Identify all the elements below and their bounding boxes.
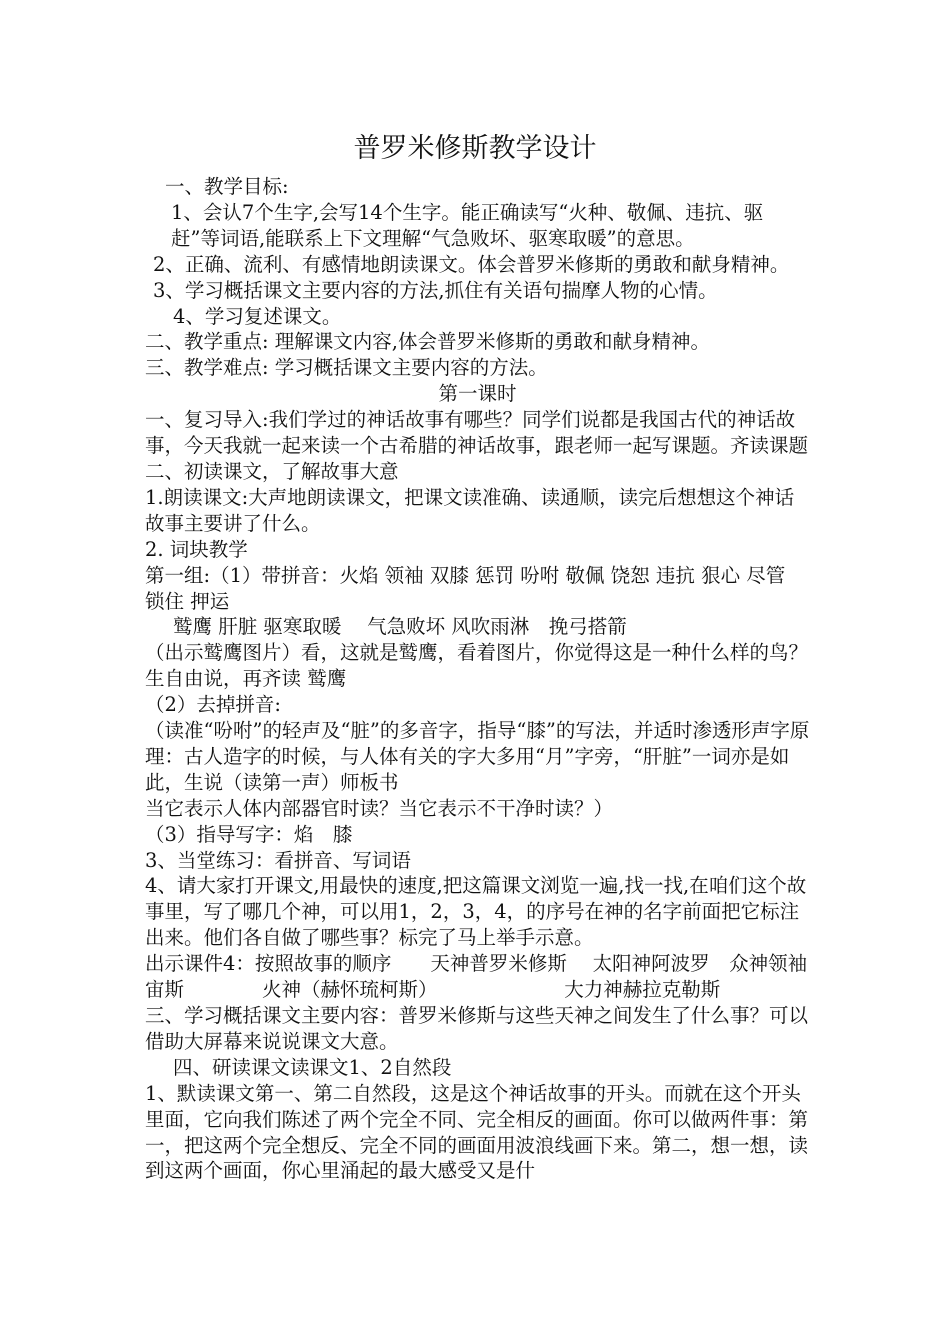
- paragraph-practice: 3、当堂练习：看拼音、写词语: [145, 848, 411, 872]
- paragraph-review-intro: 一、复习导入:我们学过的神话故事有哪些？同学们说都是我国古代的神话故事，今天我就一起来读一个古希腊的神话故事，跟老师一起写课题。齐读课题: [145, 408, 809, 458]
- paragraph-word-list: 鹫鹰 肝脏 驱寒取暖 气急败坏 风吹雨淋 挽弓搭箭: [173, 615, 627, 639]
- paragraph-first-reading: 二、初读课文，了解故事大意: [145, 459, 399, 483]
- section-key-points: 二、教学重点: 理解课文内容,体会普罗米修斯的勇敢和献身精神。: [145, 330, 710, 354]
- paragraph-study-heading: 四、研读课文读课文1、2自然段: [173, 1055, 452, 1079]
- paragraph-remove-pinyin: （2）去掉拼音:: [145, 693, 281, 717]
- section-heading-goals: 一、教学目标:: [165, 175, 289, 198]
- paragraph-read-aloud: 1.朗读课文:大声地朗读课文，把课文读准确、读通顺，读完后想想这个神话故事主要讲了什么。: [145, 485, 795, 535]
- paragraph-writing-guide: （3）指导写字：焰 膝: [145, 822, 353, 846]
- goal-item-3: 3、学习概括课文主要内容的方法,抓住有关语句揣摩人物的心情。: [153, 278, 718, 302]
- paragraph-browse-text: 4、请大家打开课文,用最快的速度,把这篇课文浏览一遍,找一找,在咱们这个故事里，写了哪几个神，可以用1，2，3，4，的序号在神的名字前面把它标注出来。他们各自做了哪些事？标完了马上举手示意。: [145, 874, 807, 950]
- document-body: [145, 174, 810, 1184]
- document-title: 普罗米修斯教学设计: [353, 133, 597, 164]
- section-difficulties: 三、教学难点: 学习概括课文主要内容的方法。: [145, 356, 548, 380]
- paragraph-word-teaching: 2. 词块教学: [145, 537, 248, 561]
- goal-item-1: 1、会认7个生字,会写14个生字。能正确读写“火种、敬佩、违抗、驱赶”等词语,能联系上下文理解“气急败坏、驱寒取暖”的意思。: [171, 200, 764, 250]
- paragraph-group-one: 第一组:（1）带拼音：火焰 领袖 双膝 惩罚 吩咐 敬佩 饶恕 违抗 狠心 尽管 锁住 押运: [145, 563, 786, 613]
- paragraph-eagle-picture: （出示鹫鹰图片）看，这就是鹫鹰，看着图片，你觉得这是一种什么样的鸟？生自由说，再齐读 鹫鹰: [145, 641, 809, 691]
- paragraph-organ-question: 当它表示人体内部器官时读？当它表示不干净时读？）: [145, 796, 614, 820]
- lesson-heading: 第一课时: [438, 382, 517, 406]
- paragraph-courseware: 出示课件4：按照故事的顺序 天神普罗米修斯 太阳神阿波罗 众神领袖宙斯 火神（赫怀琉柯斯） 大力神赫拉克勒斯: [145, 952, 808, 1002]
- paragraph-silent-reading: 1、默读课文第一、第二自然段，这是这个神话故事的开头。而就在这个开头里面，它向我们陈述了两个完全不同、完全相反的画面。你可以做两件事：第一，把这两个完全想反、完全不同的画面用波浪线画下来。第二，想一想，读到这两个画面，你心里涌起的最大感受又是什: [145, 1081, 809, 1183]
- goal-item-4: 4、学习复述课文。: [173, 304, 342, 328]
- goal-item-2: 2、正确、流利、有感情地朗读课文。体会普罗米修斯的勇敢和献身精神。: [153, 252, 790, 276]
- paragraph-summarize: 三、学习概括课文主要内容：普罗米修斯与这些天神之间发生了什么事？可以借助大屏幕来说说课文大意。: [145, 1004, 809, 1053]
- paragraph-pronunciation: （读准“吩咐”的轻声及“脏”的多音字，指导“膝”的写法，并适时渗透形声字原理：古人造字的时候，与人体有关的字大多用“月”字旁，“肝脏”一词亦是如此，生说（读第一声）师板书: [145, 719, 810, 794]
